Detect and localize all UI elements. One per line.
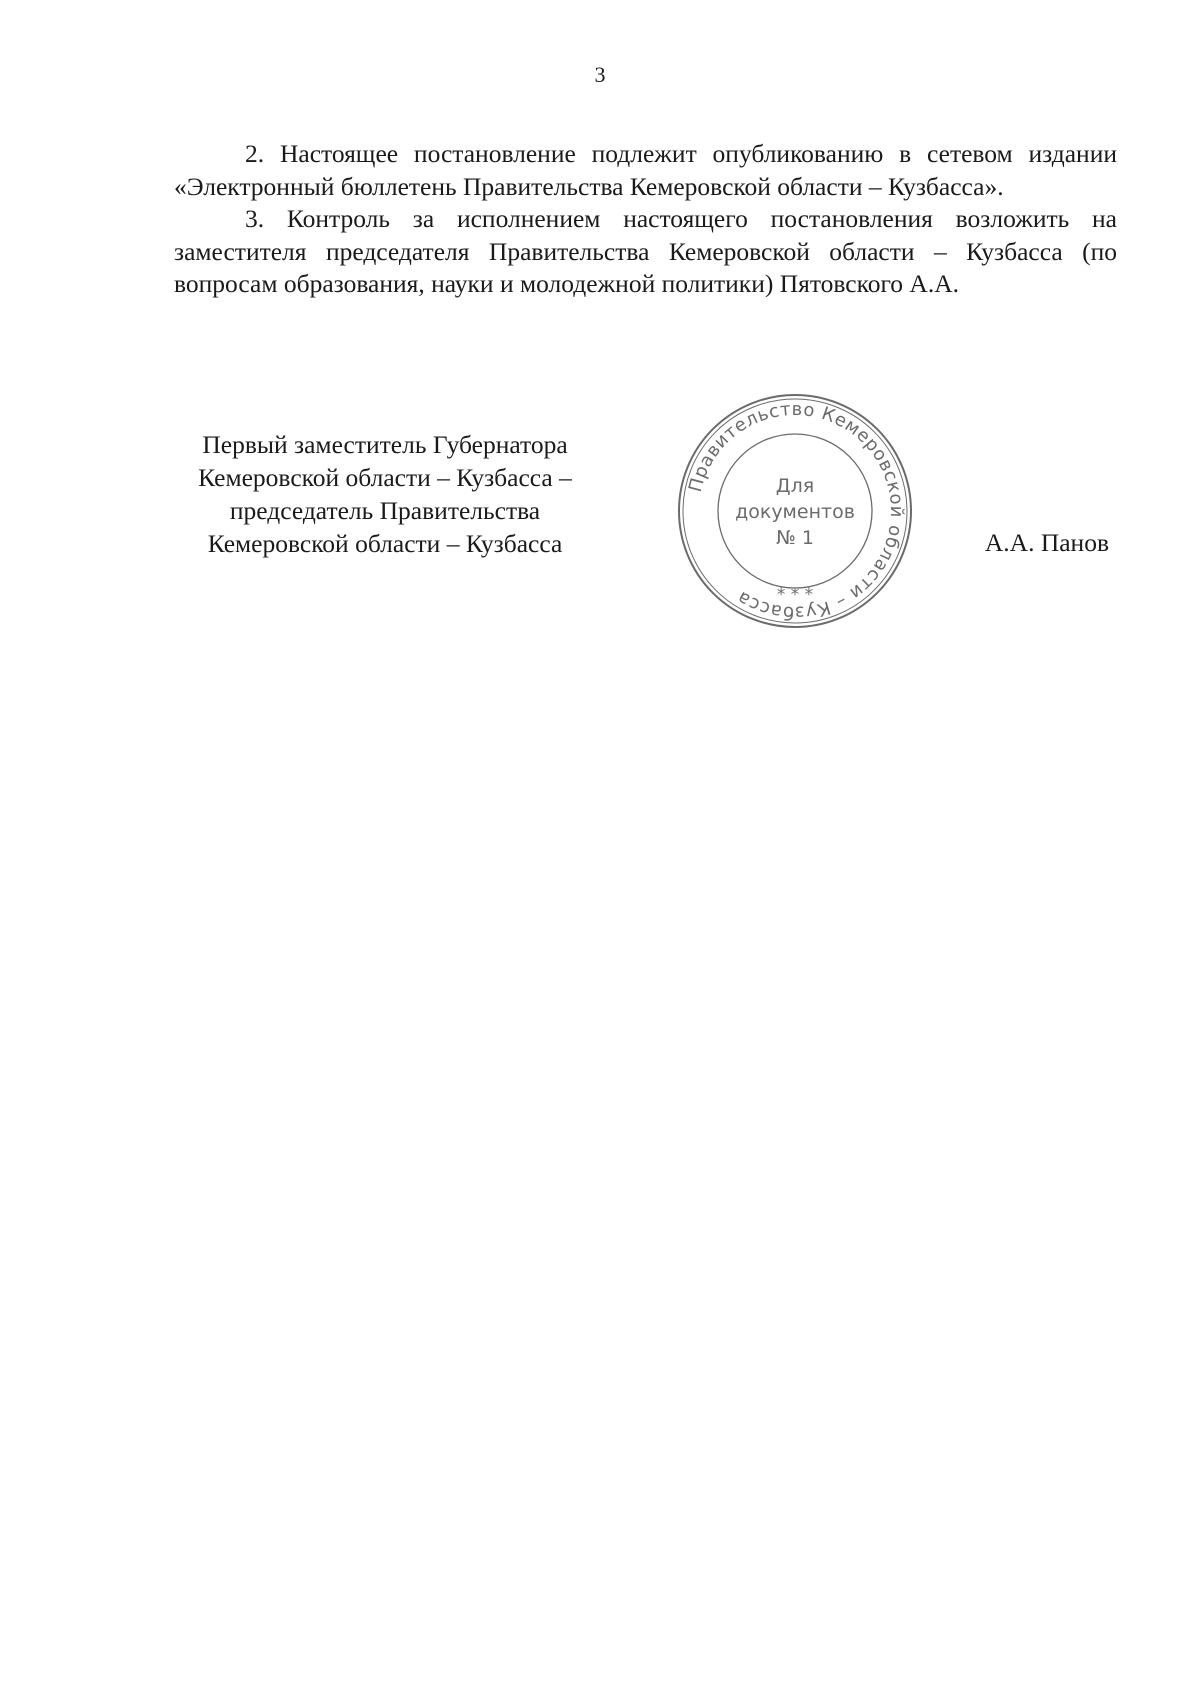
stamp-stars: * * *	[776, 585, 814, 605]
stamp-center-line: Для	[775, 475, 815, 497]
stamp-center-line: документов	[735, 501, 855, 523]
official-stamp	[675, 391, 915, 631]
signer-title-line: Кемеровской области – Кузбасса –	[198, 463, 572, 492]
paragraph-2: 2. Настоящее постановление подлежит опубликованию в сетевом издании «Электронный бюллетень Правительства Кемеровской области – Кузбасса».	[174, 139, 1117, 201]
signer-title-line: Первый заместитель Губернатора	[202, 430, 568, 459]
stamp-center-line: № 1	[776, 527, 814, 549]
stamp-ring-textpath: Правительство Кемеровской области – Кузбасса	[684, 398, 908, 624]
page-number: 3	[594, 62, 606, 87]
document-body	[174, 138, 1117, 301]
signer-name: А.А. Панов	[984, 528, 1109, 557]
signer-title-line: председатель Правительства	[229, 496, 541, 525]
signer-title	[170, 428, 600, 560]
paragraph-3: 3. Контроль за исполнением настоящего постановления возложить на заместителя председателя Правительства Кемеровской области – Кузбасса (по вопросам образования, науки и молодежной политики) Пятовского А.А.	[174, 204, 1117, 298]
signer-title-line: Кемеровской области – Кузбасса	[207, 529, 563, 558]
